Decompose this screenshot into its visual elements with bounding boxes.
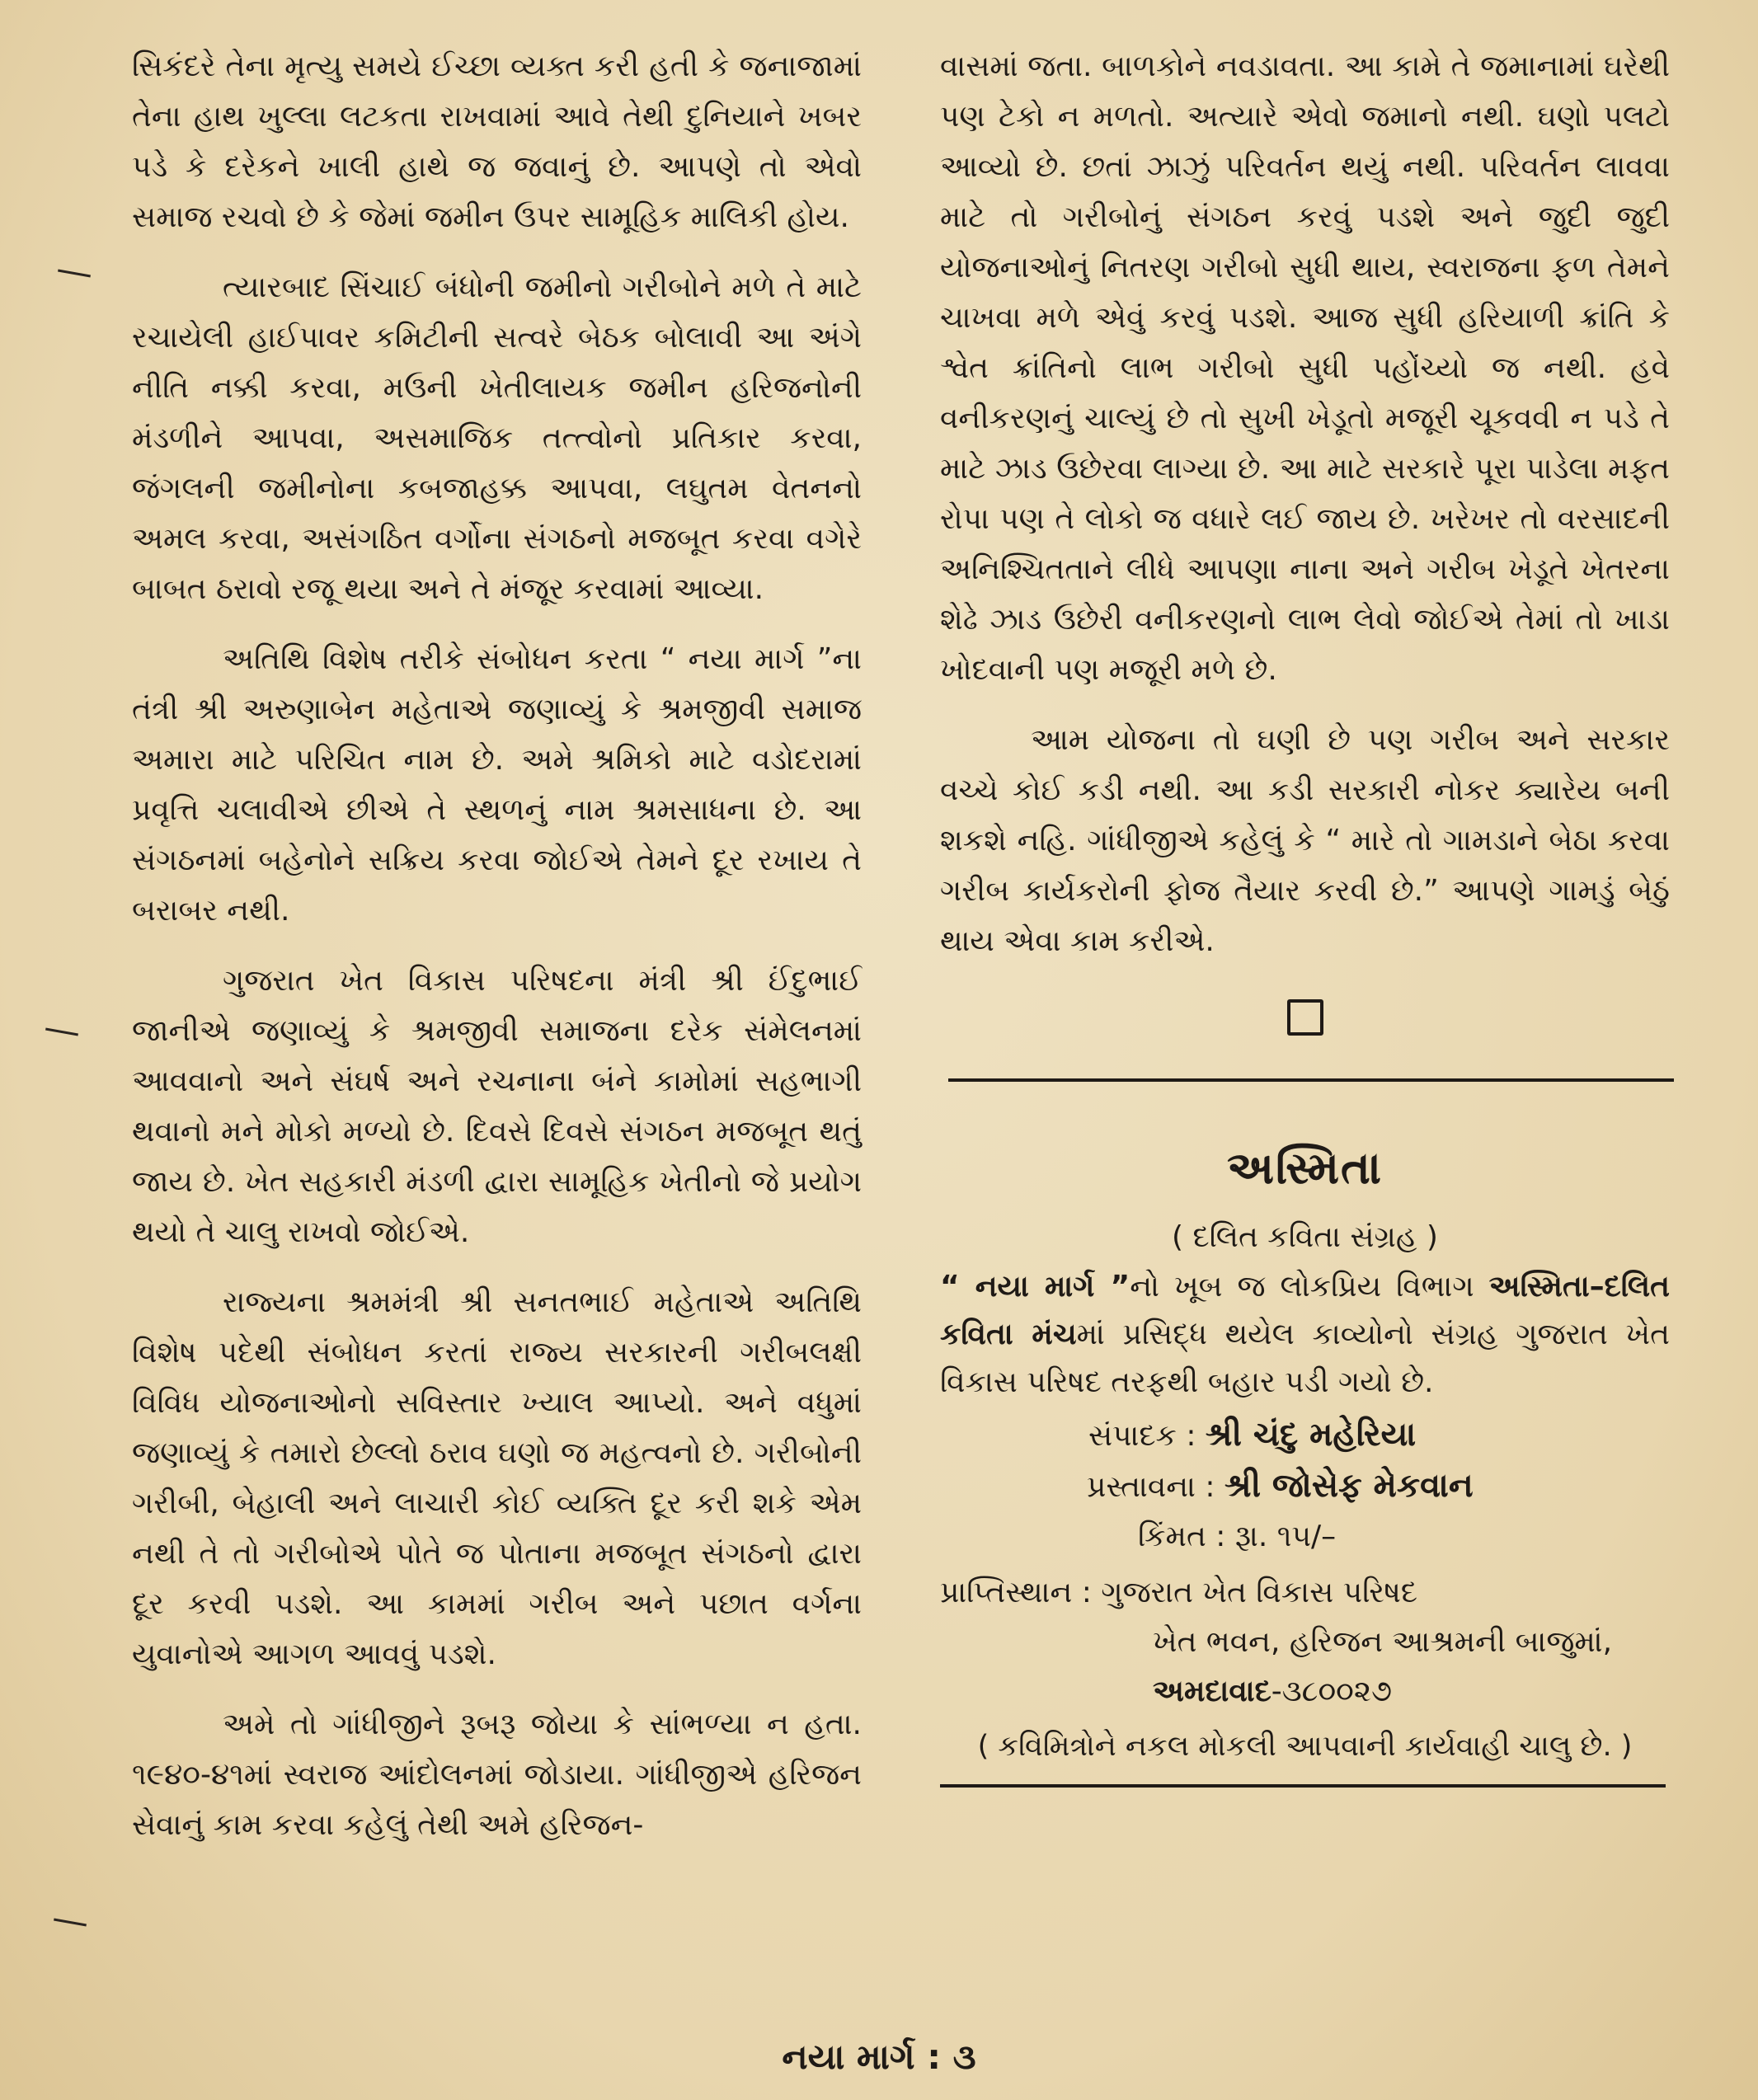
paragraph: ત્યારબાદ સિંચાઈ બંધોની જમીનો ગરીબોને મળે તે માટે રચાયેલી હાઈપાવર કમિટીની સત્વરે બેઠક બોલાવી આ અંગે નીતિ નક્કી કરવા, મઉની ખેતીલાયક જમીન હરિજનોની મંડળીને આપવા, અસમાજિક તત્ત્વોનો પ્રતિકાર કરવા, જંગલની જમીનોના કબજાહક્ક આપવા, લઘુતમ વેતનનો અમલ કરવા, અસંગઠિત વર્ગોના સંગઠનો મજબૂત કરવા વગેરે બાબત ઠરાવો રજૂ થયા અને તે મંજૂર કરવામાં આવ્યા. xyxy=(132,270,862,606)
price-line xyxy=(940,1512,1670,1562)
price-label: કિંમત : xyxy=(1138,1520,1226,1553)
preface-name: શ્રી જોસેફ મેકવાન xyxy=(1224,1467,1474,1505)
page-footer: નયા માર્ગ : ૩ xyxy=(782,2037,976,2077)
section-name: અસ્મિતા–દલિત કવિતા મંચ xyxy=(940,1270,1670,1351)
description-text: માં પ્રસિદ્ધ થયેલ કાવ્યોનો સંગ્રહ ગુજરાત ખેત વિકાસ પરિષદ તરફથી બહાર પડી ગયો છે. xyxy=(940,1318,1671,1399)
book-description xyxy=(940,1263,1670,1407)
end-of-article-square-icon xyxy=(1287,999,1323,1036)
editor-label: સંપાદક : xyxy=(1088,1419,1196,1453)
paragraph: આમ યોજના તો ઘણી છે પણ ગરીબ અને સરકાર વચ્ચે કોઈ કડી નથી. આ કડી સરકારી નોકર ક્યારેય બની શકશે નહિ. ગાંધીજીએ કહેલું કે “ મારે તો ગામડાને બેઠા કરવા ગરીબ કાર્યકરોની ફોજ તૈયાર કરવી છે.” આપણે ગામડું બેઠું થાય એવા કામ કરીએ. xyxy=(940,723,1670,958)
paragraph: અમે તો ગાંધીજીને રૂબરૂ જોયા કે સાંભળ્યા ન હતા. ૧૯૪૦-૪૧માં સ્વરાજ આંદોલનમાં જોડાયા. ગાંધીજીએ હરિજન સેવાનું કામ કરવા કહેલું તેથી અમે હરિજન- xyxy=(132,1708,862,1842)
preface-label: પ્રસ્તાવના : xyxy=(1087,1470,1215,1504)
availability-address: ખેત ભવન, હરિજન આશ્રમની બાજુમાં, xyxy=(1153,1625,1613,1659)
divider xyxy=(940,1784,1666,1788)
preface-line xyxy=(940,1461,1670,1512)
notice-note: ( કવિમિત્રોને નકલ મોકલી આપવાની કાર્યવાહી ચાલુ છે. ) xyxy=(977,1730,1633,1763)
divider xyxy=(948,1078,1674,1082)
book-subtitle: ( દલિત કવિતા સંગ્રહ ) xyxy=(1172,1220,1438,1254)
availability-city: અમદાવાદ xyxy=(1153,1675,1271,1708)
availability-block xyxy=(940,1568,1670,1717)
availability-org: ગુજરાત ખેત વિકાસ પરિષદ xyxy=(1101,1576,1418,1609)
margin-mark xyxy=(45,1028,78,1036)
paragraph: રાજ્યના શ્રમમંત્રી શ્રી સનતભાઈ મહેતાએ અતિથિ વિશેષ પદેથી સંબોધન કરતાં રાજ્ય સરકારની ગરીબલક્ષી વિવિધ યોજનાઓનો સવિસ્તાર ખ્યાલ આપ્યો. અને વધુમાં જણાવ્યું કે તમારો છેલ્લો ઠરાવ ઘણો જ મહત્વનો છે. ગરીબોની ગરીબી, બેહાલી અને લાચારી કોઈ વ્યક્તિ દૂર કરી શકે એમ નથી તે તો ગરીબોએ પોતે જ પોતાના મજબૂત સંગઠનો દ્વારા દૂર કરવી પડશે. આ કામમાં ગરીબ અને પછાત વર્ગના યુવાનોએ આગળ આવવું પડશે. xyxy=(132,1285,862,1671)
book-title: અસ્મિતા xyxy=(1226,1142,1384,1194)
margin-mark xyxy=(58,270,91,278)
availability-city-line xyxy=(940,1667,1670,1717)
paragraph: વાસમાં જતા. બાળકોને નવડાવતા. આ કામે તે જમાનામાં ઘરેથી પણ ટેકો ન મળતો. અત્યારે એવો જમાનો નથી. ઘણો પલટો આવ્યો છે. છતાં ઝાઝું પરિવર્તન થયું નથી. પરિવર્તન લાવવા માટે તો ગરીબોનું સંગઠન કરવું પડશે અને જુદી જુદી યોજનાઓનું નિતરણ ગરીબો સુધી થાય, સ્વરાજના ફળ તેમને ચાખવા મળે એવું કરવું પડશે. આજ સુધી હરિયાળી ક્રાંતિ કે શ્વેત ક્રાંતિનો લાભ ગરીબો સુધી પહોંચ્યો જ નથી. હવે વનીકરણનું ચાલ્યું છે તો સુખી ખેડૂતો મજૂરી ચૂકવવી ન પડે તે માટે ઝાડ ઉછેરવા લાગ્યા છે. આ માટે સરકારે પૂરા પાડેલા મફત રોપા પણ તે લોકો જ વધારે લઈ જાય છે. ખરેખર તો વરસાદની અનિશ્ચિતતાને લીધે આપણા નાના અને ગરીબ ખેડૂતે ખેતરના શેઢે ઝાડ ઉછેરી વનીકરણનો લાભ લેવો જોઈએ તેમાં તો ખાડા ખોદવાની પણ મજૂરી મળે છે. xyxy=(940,49,1670,687)
editor-name: શ્રી ચંદુ મહેરિયા xyxy=(1205,1416,1417,1454)
paragraph: સિકંદરે તેના મૃત્યુ સમયે ઈચ્છા વ્યક્ત કરી હતી કે જનાજામાં તેના હાથ ખુલ્લા લટકતા રાખવામાં આવે તેથી દુનિયાને ખબર પડે કે દરેકને ખાલી હાથે જ જવાનું છે. આપણે તો એવો સમાજ રચવો છે કે જેમાં જમીન ઉપર સામૂહિક માલિકી હોય. xyxy=(132,49,862,234)
magazine-name: “ નયા માર્ગ ” xyxy=(940,1270,1130,1304)
price-value: રૂા. ૧૫/– xyxy=(1234,1520,1337,1553)
paragraph: અતિથિ વિશેષ તરીકે સંબોધન કરતા “ નયા માર્ગ ”ના તંત્રી શ્રી અરુણાબેન મહેતાએ જણાવ્યું કે શ્રમજીવી સમાજ અમારા માટે પરિચિત નામ છે. અમે શ્રમિકો માટે વડોદરામાં પ્રવૃત્તિ ચલાવીએ છીએ તે સ્થળનું નામ શ્રમસાધના છે. આ સંગઠનમાં બહેનોને સક્રિય કરવા જોઈએ તેમને દૂર રખાય તે બરાબર નથી. xyxy=(132,642,862,928)
availability-pin: -૩૮૦૦૨૭ xyxy=(1271,1675,1392,1708)
margin-mark xyxy=(54,1919,87,1927)
editor-line xyxy=(940,1410,1670,1461)
right-column xyxy=(940,41,1670,1788)
description-text: નો ખૂબ જ લોકપ્રિય વિભાગ xyxy=(1130,1270,1489,1304)
left-column xyxy=(132,41,862,1870)
paragraph: ગુજરાત ખેત વિકાસ પરિષદના મંત્રી શ્રી ઈંદુભાઈ જાનીએ જણાવ્યું કે શ્રમજીવી સમાજના દરેક સંમેલનમાં આવવાનો અને સંઘર્ષ અને રચનાના બંને કામોમાં સહભાગી થવાનો મને મોકો મળ્યો છે. દિવસે દિવસે સંગઠન મજબૂત થતું જાય છે. ખેત સહકારી મંડળી દ્વારા સામૂહિક ખેતીનો જે પ્રયોગ થયો તે ચાલુ રાખવો જોઈએ. xyxy=(132,964,862,1249)
availability-line xyxy=(940,1568,1670,1618)
availability-label: પ્રાપ્તિસ્થાન : xyxy=(940,1576,1092,1609)
book-notice xyxy=(940,1139,1670,1788)
